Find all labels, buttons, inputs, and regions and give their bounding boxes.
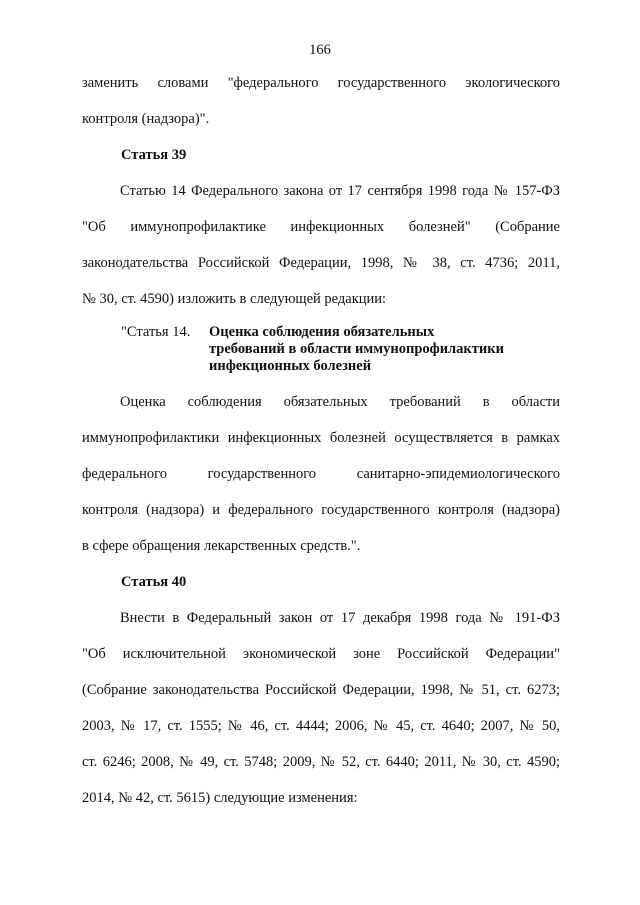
article-40-heading: Статья 40 — [121, 574, 187, 590]
text-line: 2014, № 42, ст. 5615) следующие изменения: — [82, 790, 358, 806]
text-line: Статью 14 Федерального закона от 17 сентября 1998 года № 157-ФЗ — [120, 183, 560, 199]
quoted-article-title-line: инфекционных болезней — [209, 358, 372, 374]
text-line: "Об иммунопрофилактике инфекционных болезней" (Собрание — [82, 219, 560, 235]
text-line: в сфере обращения лекарственных средств.". — [82, 538, 361, 554]
quoted-article-number: "Статья 14. — [121, 324, 191, 340]
quoted-article-title-line: Оценка соблюдения обязательных — [209, 324, 435, 340]
text-line: заменить словами "федерального государственного экологического — [82, 75, 560, 91]
text-line: законодательства Российской Федерации, 1998, № 38, ст. 4736; 2011, — [82, 255, 560, 271]
text-line: (Собрание законодательства Российской Федерации, 1998, № 51, ст. 6273; — [82, 682, 560, 698]
article-39-heading: Статья 39 — [121, 147, 187, 163]
page-number: 166 — [309, 42, 331, 58]
text-line: № 30, ст. 4590) изложить в следующей редакции: — [82, 291, 387, 307]
text-line: Внести в Федеральный закон от 17 декабря 1998 года № 191-ФЗ — [120, 610, 560, 626]
text-line: иммунопрофилактики инфекционных болезней осуществляется в рамках — [82, 430, 560, 446]
quoted-article-title-line: требований в области иммунопрофилактики — [209, 341, 504, 357]
text-line: ст. 6246; 2008, № 49, ст. 5748; 2009, № 52, ст. 6440; 2011, № 30, ст. 4590; — [82, 754, 560, 770]
text-line: контроля (надзора) и федерального государственного контроля (надзора) — [82, 502, 560, 518]
text-line: контроля (надзора)". — [82, 111, 210, 127]
text-line: федерального государственного санитарно-эпидемиологического — [82, 466, 560, 482]
text-line: Оценка соблюдения обязательных требований в области — [120, 394, 560, 410]
text-line: 2003, № 17, ст. 1555; № 46, ст. 4444; 2006, № 45, ст. 4640; 2007, № 50, — [82, 718, 560, 734]
text-line: "Об исключительной экономической зоне Российской Федерации" — [82, 646, 560, 662]
